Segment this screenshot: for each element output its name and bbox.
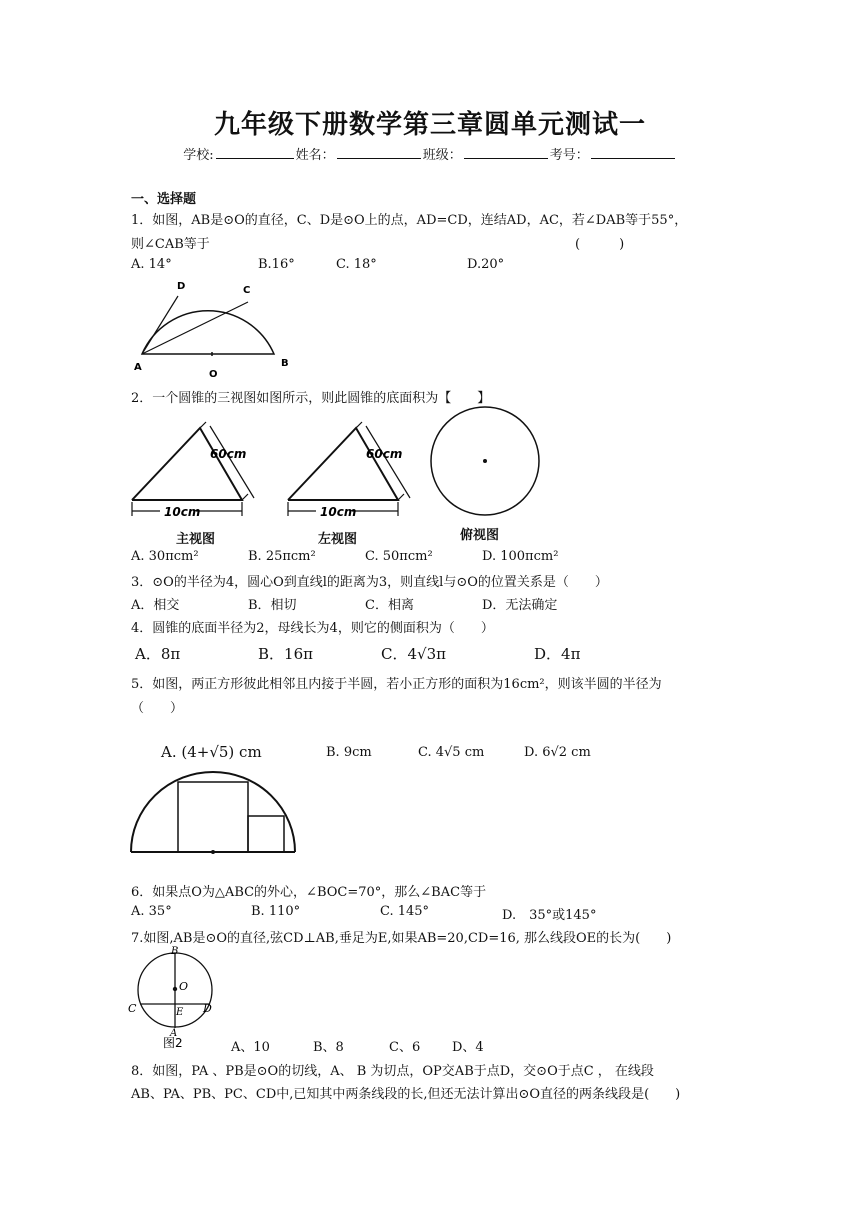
q6-option-b[interactable]: B. 110° (251, 904, 301, 919)
q2-front-triangle (132, 428, 242, 500)
q2-option-b[interactable]: B. 25πcm² (248, 549, 316, 564)
q5-option-b[interactable]: B. 9cm (326, 745, 372, 760)
q3-option-d[interactable]: D．无法确定 (482, 598, 558, 613)
q5-line2: （ ） (131, 701, 184, 716)
q7-circle-figure (128, 944, 220, 1052)
q4-option-a[interactable]: A．8π (135, 645, 181, 663)
q7-label-b: B (171, 946, 179, 957)
q7-label-a: A (170, 1028, 178, 1039)
q5-small-square (248, 816, 284, 852)
q6-option-d[interactable]: D. 35°或145° (502, 908, 597, 923)
q3-option-b[interactable]: B．相切 (248, 598, 297, 613)
q1-line2: 则∠CAB等于 (131, 237, 210, 252)
q1-bracket: ( ) (575, 237, 625, 252)
q8-line1: 8．如图，PA 、PB是⊙O的切线，A、 B 为切点，OP交AB于点D，交⊙O于点C ， 在线段 (131, 1064, 654, 1079)
q2-left-slant-label: 60cm (366, 447, 403, 461)
school-blank[interactable] (216, 146, 294, 159)
q1-option-d[interactable]: D.20° (467, 257, 505, 272)
q7-text: 7.如图,AB是⊙O的直径,弦CD⊥AB,垂足为E,如果AB=20,CD=16, 那么线段OE的长为( ) (131, 931, 672, 946)
q2-front-ext2 (242, 494, 248, 500)
q7-option-c[interactable]: C、6 (389, 1040, 421, 1055)
q2-option-a[interactable]: A. 30πcm² (131, 549, 199, 564)
school-label: 学校: (183, 148, 214, 163)
q4-option-d[interactable]: D．4π (534, 645, 581, 663)
section-heading: 一、选择题 (131, 192, 197, 207)
q2-top-center-dot (483, 459, 487, 463)
q2-top-view-label: 俯视图 (460, 528, 500, 543)
q5-option-c[interactable]: C. 4√5 cm (418, 745, 485, 760)
q5-squares-figure (129, 770, 297, 858)
q4-option-c[interactable]: C．4√3π (381, 645, 446, 663)
q6-option-a[interactable]: A. 35° (131, 904, 172, 919)
q2-front-base-label: 10cm (164, 505, 201, 519)
q6-option-c[interactable]: C. 145° (380, 904, 430, 919)
q2-left-view (286, 418, 416, 528)
q1-label-d: D (177, 281, 186, 292)
q1-option-c[interactable]: C. 18° (336, 257, 377, 272)
q2-left-view-label: 左视图 (318, 532, 358, 547)
q7-label-c: C (128, 1002, 137, 1015)
q5-option-a[interactable]: A. (4+√5) cm (161, 743, 262, 761)
q1-semicircle-figure (130, 278, 300, 378)
q5-line1: 5．如图，两正方形彼此相邻且内接于半圆，若小正方形的面积为16cm²，则该半圆的半径为 (131, 677, 662, 692)
q1-line1: 1．如图，AB是⊙O的直径，C、D是⊙O上的点，AD=CD，连结AD，AC，若∠DAB等于55°， (131, 213, 688, 228)
q2-front-view-label: 主视图 (176, 532, 216, 547)
student-info-line (0, 144, 860, 163)
q5-large-square (178, 782, 248, 852)
q5-option-d[interactable]: D. 6√2 cm (524, 745, 591, 760)
q7-label-e: E (176, 1007, 184, 1018)
q2-front-dim-slant (210, 426, 254, 498)
q7-option-b[interactable]: B、8 (313, 1040, 344, 1055)
class-blank[interactable] (464, 146, 548, 159)
q7-center-dot (173, 987, 177, 991)
q3-text: 3．⊙O的半径为4，圆心O到直线l的距离为3，则直线l与⊙O的位置关系是（ ） (131, 575, 608, 590)
q7-label-o: O (179, 980, 189, 993)
q2-front-slant-label: 60cm (210, 447, 247, 461)
q8-line2: AB、PA、PB、PC、CD中,已知其中两条线段的长,但还无法计算出⊙O直径的两条线段是( ) (131, 1087, 681, 1102)
class-label: 班级： (422, 148, 462, 163)
q1-label-b: B (281, 358, 289, 369)
q6-text: 6．如果点O为△ABC的外心，∠BOC=70°，那么∠BAC等于 (131, 885, 487, 900)
q7-option-a[interactable]: A、10 (231, 1040, 270, 1055)
q1-option-a[interactable]: A. 14° (131, 257, 172, 272)
q1-label-o: O (209, 369, 218, 380)
q4-option-b[interactable]: B．16π (258, 645, 313, 663)
q2-front-view (130, 418, 260, 528)
q1-semicircle (142, 311, 274, 354)
q2-front-ext1 (200, 422, 206, 428)
q2-left-ext1 (356, 422, 362, 428)
q2-left-base-label: 10cm (320, 505, 357, 519)
number-label: 考号： (549, 148, 589, 163)
q3-option-c[interactable]: C．相离 (365, 598, 414, 613)
q2-top-view (428, 405, 542, 519)
q4-text: 4．圆锥的底面半径为2，母线长为4，则它的侧面积为（ ） (131, 621, 494, 636)
name-blank[interactable] (337, 146, 421, 159)
number-blank[interactable] (591, 146, 675, 159)
q1-label-a: A (134, 362, 142, 373)
q2-option-d[interactable]: D. 100πcm² (482, 549, 559, 564)
q2-left-triangle (288, 428, 398, 500)
q2-left-ext2 (398, 494, 404, 500)
q2-left-dim-slant (366, 426, 410, 498)
q7-label-d: D (203, 1002, 212, 1015)
q7-caption: 图2 (163, 1036, 183, 1050)
name-label: 姓名： (295, 148, 335, 163)
q2-option-c[interactable]: C. 50πcm² (365, 549, 433, 564)
q5-semicircle-arc (131, 772, 295, 852)
q3-option-a[interactable]: A．相交 (131, 598, 180, 613)
q1-label-c: C (243, 285, 251, 296)
page-title: 九年级下册数学第三章圆单元测试一 (213, 110, 646, 140)
q1-option-b[interactable]: B.16° (258, 257, 295, 272)
q2-text: 2．一个圆锥的三视图如图所示，则此圆锥的底面积为【 】 (131, 391, 491, 406)
q5-center-dot (211, 850, 215, 854)
q7-option-d[interactable]: D、4 (452, 1040, 484, 1055)
